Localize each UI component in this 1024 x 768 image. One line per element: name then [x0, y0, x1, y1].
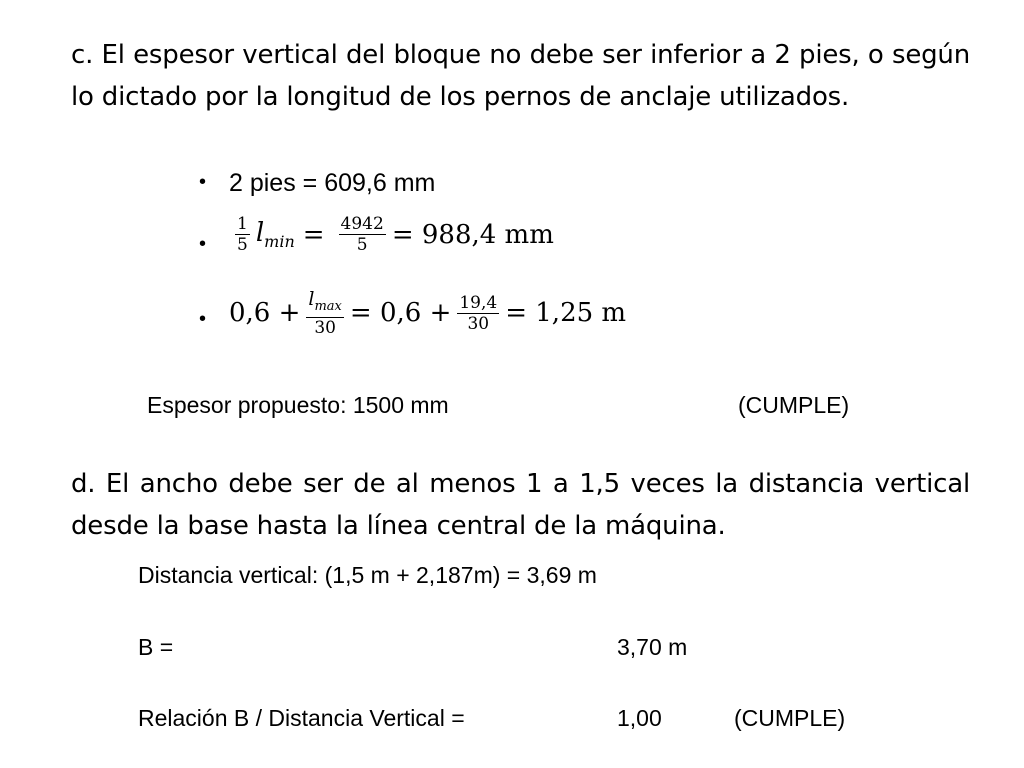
- lmax-mid: = 0,6 +: [349, 298, 452, 329]
- fraction-lmax-over-30: $\frac{l_{max}}{30}$: [308, 288, 342, 338]
- ratio-label: Relación B / Distancia Vertical =: [138, 705, 465, 731]
- bullet-dot: •: [199, 233, 207, 255]
- bullet-feet-conversion: [229, 169, 435, 198]
- variable-lmin: $l_{min}$: [255, 217, 295, 252]
- b-label: B =: [138, 634, 174, 660]
- fraction-19-4-over-30: $\frac{19,4}{30}$: [459, 292, 498, 334]
- b-value: 3,70 m: [617, 634, 688, 660]
- lmin-result: = 988,4 mm: [391, 219, 554, 250]
- bullet-dot: •: [199, 171, 207, 193]
- paragraph-c: c. El espesor vertical del bloque no debe ser inferior a 2 pies, o según lo dictado por la longitud de los pernos de anclaje utilizados.: [71, 40, 970, 112]
- feet-conversion-text: 2 pies = 609,6 mm: [229, 169, 436, 197]
- paragraph-d: d. El ancho debe ser de al menos 1 a 1,5 veces la distancia vertical desde la base hasta la línea central de la máquina.: [71, 469, 970, 541]
- formula-lmin: [229, 214, 554, 255]
- lmax-lead: 0,6 +: [229, 298, 301, 329]
- ratio-status: (CUMPLE): [734, 705, 846, 731]
- equals-sign: =: [302, 219, 325, 250]
- fraction-4942-over-5: $\frac{4942}{5}$: [340, 214, 384, 255]
- formula-lmax: [229, 289, 626, 338]
- vertical-distance-line: Distancia vertical: (1,5 m + 2,187m) = 3,69 m: [138, 562, 597, 588]
- lmax-result: = 1,25 m: [505, 298, 627, 329]
- espesor-status: (CUMPLE): [738, 392, 850, 418]
- bullet-dot: •: [199, 308, 207, 330]
- ratio-value: 1,00: [617, 705, 662, 731]
- fraction-one-fifth: $\frac{1}{5}$: [237, 214, 248, 255]
- espesor-propuesto-label: Espesor propuesto: 1500 mm: [147, 392, 449, 418]
